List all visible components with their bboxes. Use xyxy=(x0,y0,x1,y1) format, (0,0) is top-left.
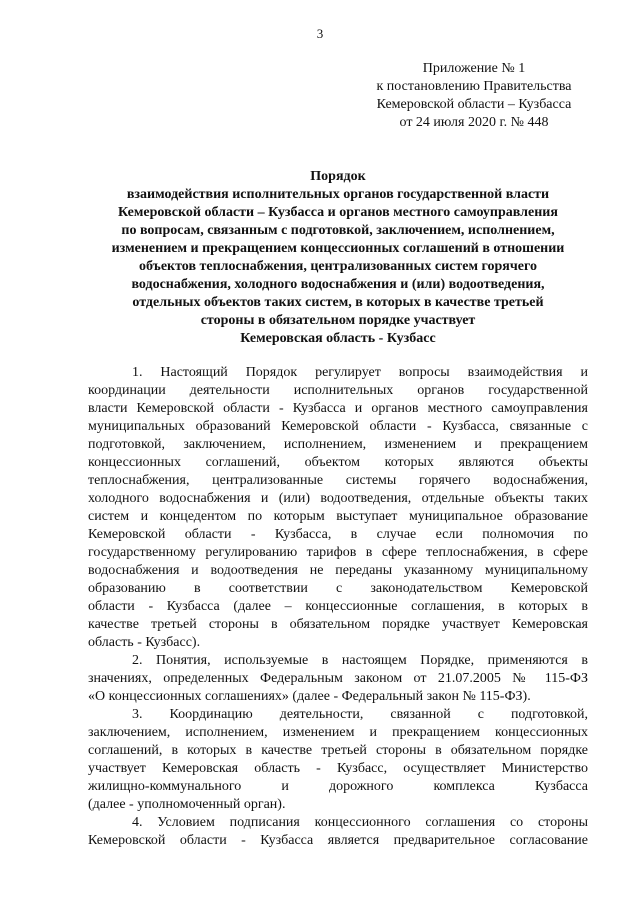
text-line: 4. Условием подписания концессионного соглашения со стороны xyxy=(132,815,588,830)
text-line: Кемеровской области - Кузбасса является предварительное согласование xyxy=(88,833,588,848)
text-line: 2. Понятия, используемые в настоящем Порядке, применяются в xyxy=(132,653,588,668)
text-line: область - Кузбасс). xyxy=(88,635,201,650)
text-line: значениях, определенных Федеральным законом от 21.07.2005 № 115-ФЗ xyxy=(88,671,588,686)
title-line: взаимодействия исполнительных органов государственной власти xyxy=(126,187,550,202)
title-line: Кемеровская область - Кузбасс xyxy=(240,331,436,346)
paragraph-2 xyxy=(88,652,588,706)
title-line: водоснабжения, холодного водоснабжения и (или) водоотведения, xyxy=(131,277,545,292)
text-line: «О концессионных соглашениях» (далее - Федеральный закон № 115-ФЗ). xyxy=(88,689,531,704)
text-line: качестве третьей стороны в обязательном порядке участвует Кемеровская xyxy=(88,617,588,632)
text-line: 1. Настоящий Порядок регулирует вопросы взаимодействия и xyxy=(132,365,588,380)
appendix-block xyxy=(360,60,588,132)
appendix-line: от 24 июля 2020 г. № 448 xyxy=(399,115,549,130)
title-line: отдельных объектов таких систем, в которых в качестве третьей xyxy=(132,295,544,310)
page-number: 3 xyxy=(316,26,324,41)
text-line: концессионных соглашений, объектом которых являются объекты xyxy=(88,455,588,470)
text-line: области - Кузбасса (далее – концессионные соглашения, в которых в xyxy=(88,599,588,614)
title-line: объектов теплоснабжения, централизованных систем горячего xyxy=(139,259,537,274)
document-body xyxy=(88,364,588,850)
text-line: соглашений, в которых в качестве третьей стороны в обязательном порядке xyxy=(88,743,588,758)
appendix-line: Приложение № 1 xyxy=(422,61,526,76)
paragraph-1 xyxy=(88,364,588,652)
text-line: (далее - уполномоченный орган). xyxy=(88,797,286,812)
text-line: 3. Координацию деятельности, связанной с подготовкой, xyxy=(132,707,588,722)
text-line: власти Кемеровской области - Кузбасса и органов местного самоуправления xyxy=(88,401,588,416)
text-line: водоснабжения и водоотведения не переданы указанному муниципальному xyxy=(88,563,588,578)
text-line: заключением, исполнением, изменением и прекращением концессионных xyxy=(88,725,588,740)
text-line: холодного водоснабжения и (или) водоотведения, отдельные объекты таких xyxy=(88,491,588,506)
text-line: теплоснабжения, централизованные системы горячего водоснабжения, xyxy=(88,473,588,488)
paragraph-4 xyxy=(88,814,588,850)
text-line: подготовкой, заключением, исполнением, изменением и прекращением xyxy=(88,437,588,452)
text-line: участвует Кемеровская область - Кузбасс, осуществляет Министерство xyxy=(88,761,588,776)
title-line: Кемеровской области – Кузбасса и органов местного самоуправления xyxy=(118,205,558,220)
appendix-line: к постановлению Правительства xyxy=(376,79,572,94)
document-title xyxy=(88,168,588,348)
text-line: систем и концедентом по которым выступает муниципальное образование xyxy=(88,509,588,524)
title-line: по вопросам, связанным с подготовкой, заключением, исполнением, xyxy=(121,223,555,238)
appendix-line: Кемеровской области – Кузбасса xyxy=(376,97,572,112)
paragraph-3 xyxy=(88,706,588,814)
text-line: Кемеровской области - Кузбасса, в случае если полномочия по xyxy=(88,527,588,542)
text-line: муниципальных образований Кемеровской области - Кузбасса, связанные с xyxy=(88,419,588,434)
text-line: государственному регулированию тарифов в сфере теплоснабжения, в сфере xyxy=(88,545,588,560)
title-line: изменением и прекращением концессионных соглашений в отношении xyxy=(111,241,565,256)
text-line: образованию в соответствии с законодательством Кемеровской xyxy=(88,581,588,596)
title-line: Порядок xyxy=(310,169,366,184)
title-line: стороны в обязательном порядке участвует xyxy=(200,313,476,328)
text-line: жилищно-коммунального и дорожного комплекса Кузбасса xyxy=(88,779,588,794)
text-line: координации деятельности исполнительных органов государственной xyxy=(88,383,588,398)
